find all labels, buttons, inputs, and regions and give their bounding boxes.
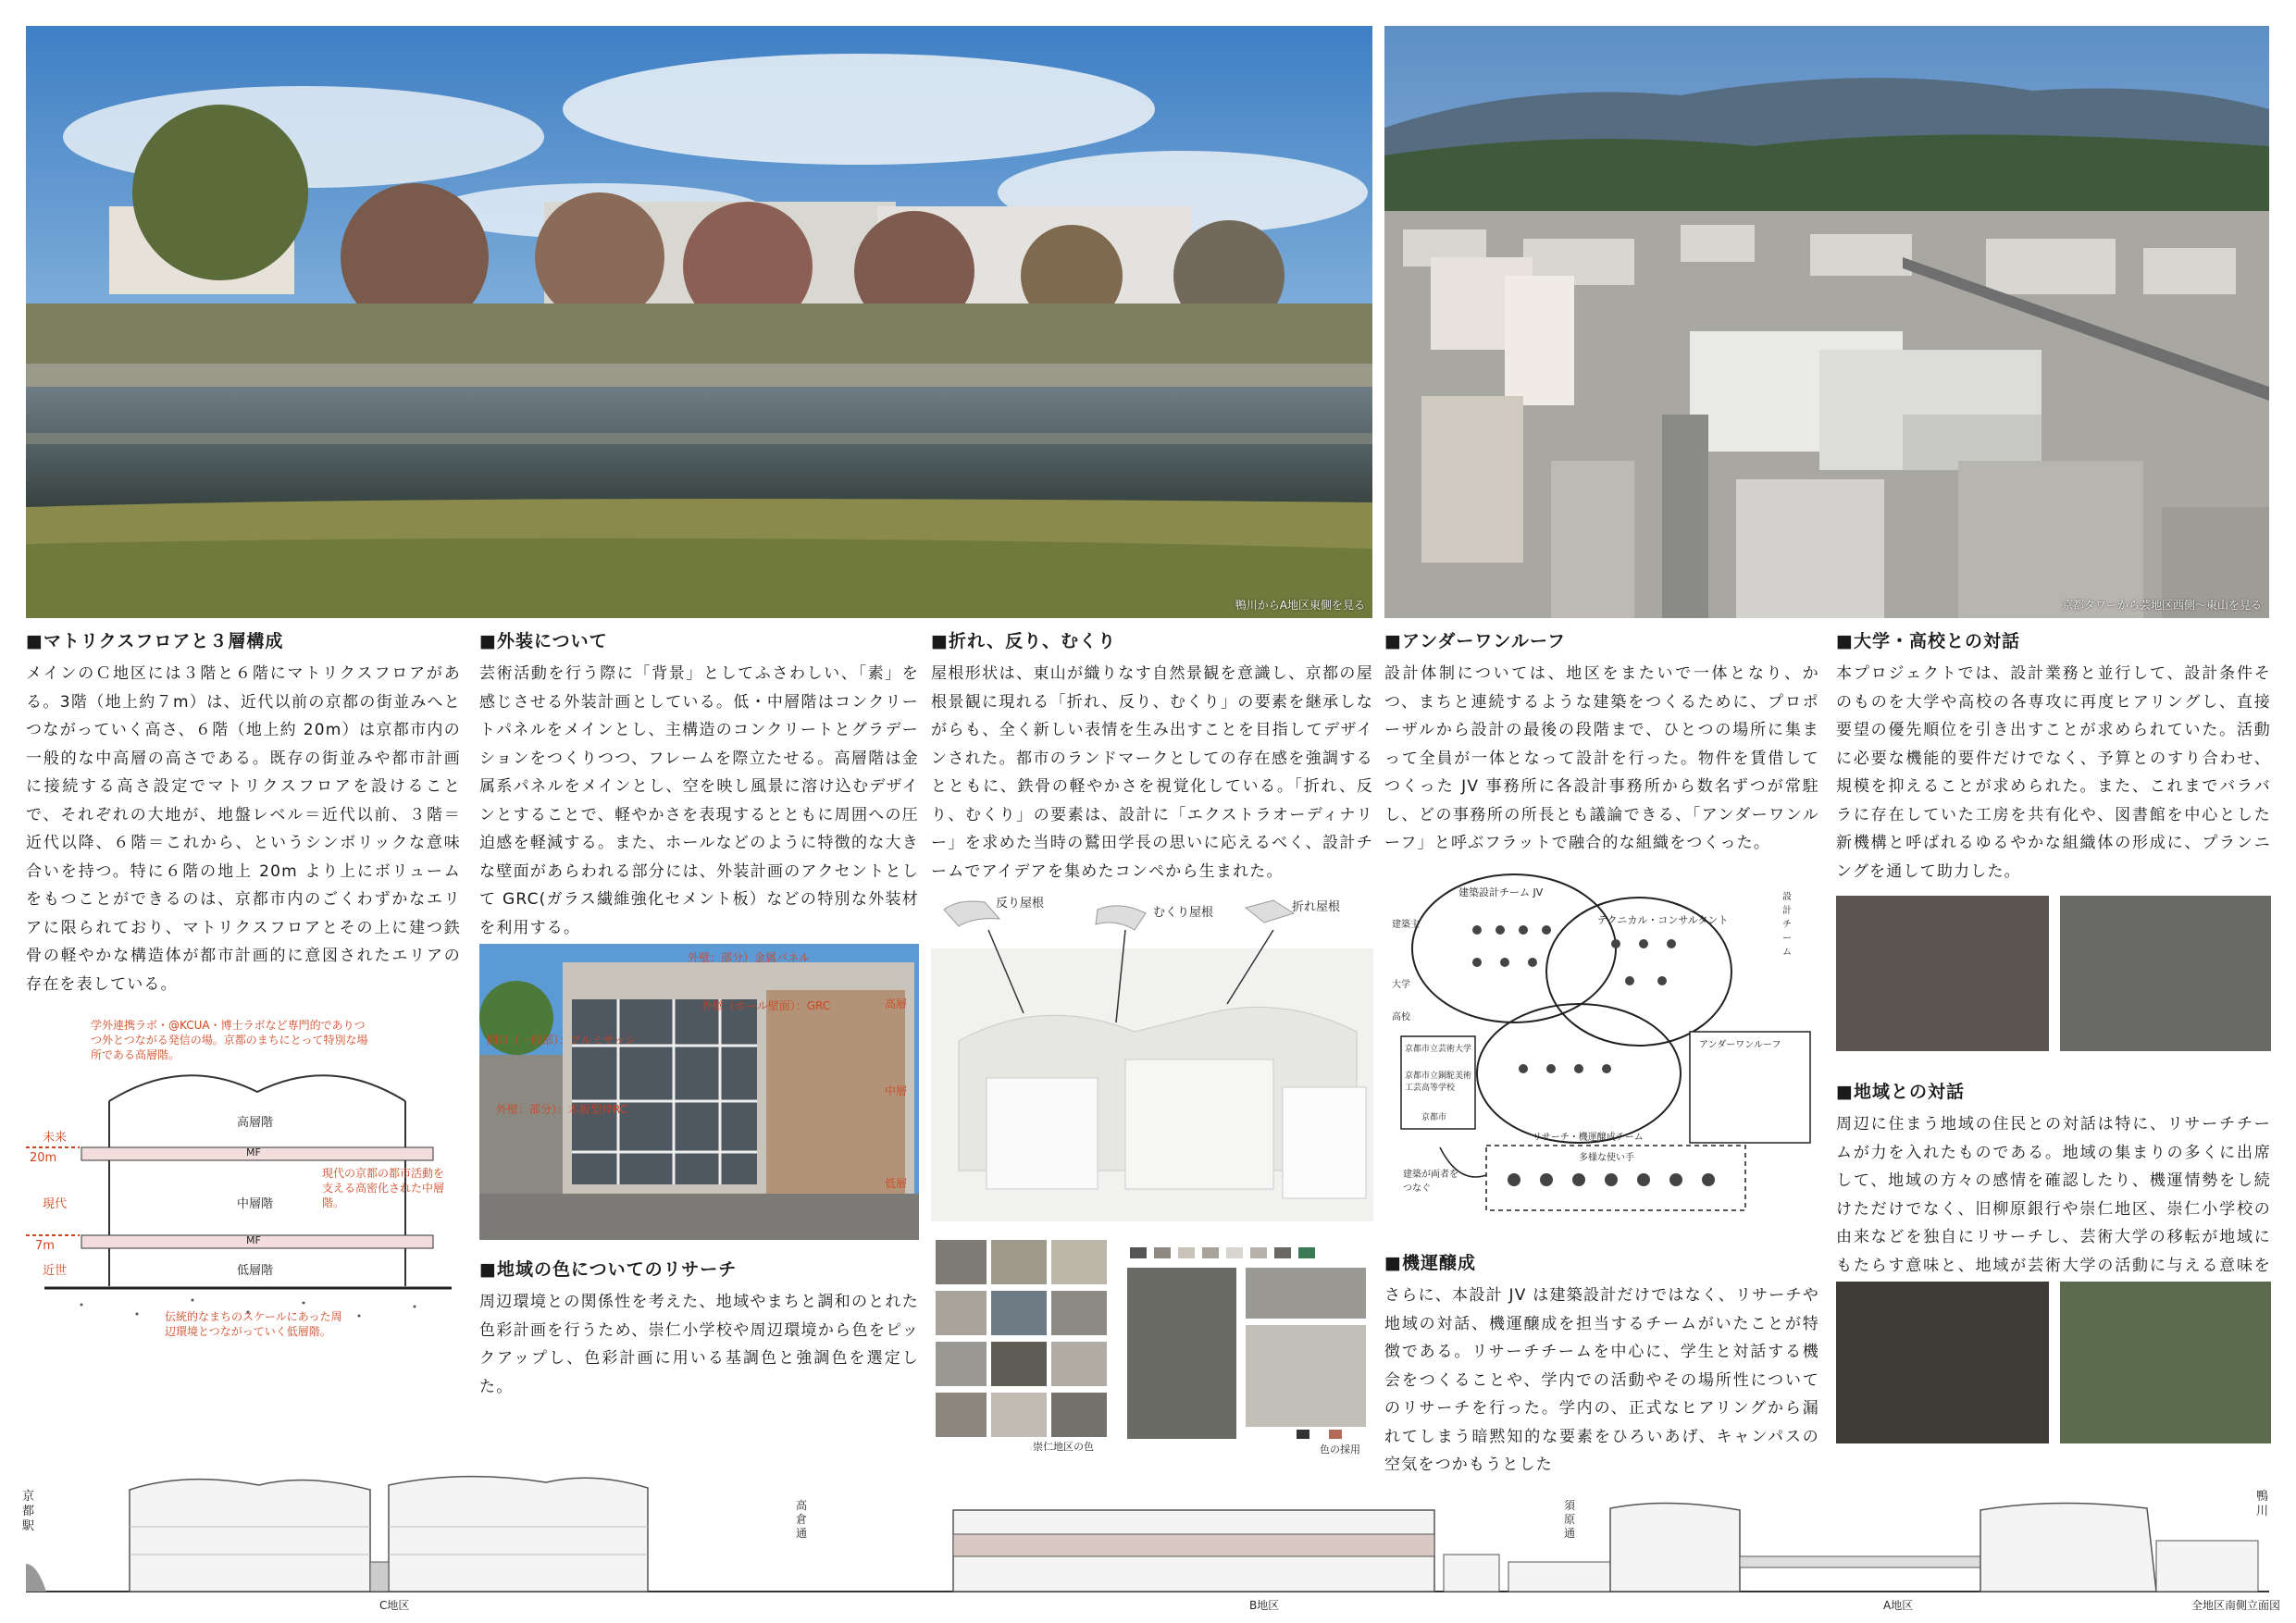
facade-label-low: 低層	[885, 1177, 908, 1190]
section-body: メインのＣ地区には３階と６階にマトリクスフロアがある。3階（地上約７m）は、近代以前の京都の街並みへとつながっていく高さ、６階（地上約 20m）は京都市内の一般的な中高層の高さである。既存の街並みや都市計画に接続する高さ設定でマトリクスフロアを設けることで、それぞれの大地が、地盤レベル＝近代以前、３階＝近代以降、６階＝これから、というシンボリックな意味合いを持つ。特に６階の地上 20m より上にボリュームをもつことができるのは、京都市内のごくわずかなエリアに限られており、マトリクスフロアとその上に建つ鉄骨の軽やかな構造体が都市計画的に意図されたエリアの存在を表している。	[26, 664, 461, 994]
south-elevation	[0, 1453, 2296, 1623]
org-jv: 建築設計チーム JV	[1458, 886, 1544, 898]
model-photo	[1246, 1268, 1366, 1319]
color-photo	[936, 1342, 987, 1386]
section-body: さらに、本設計 JV は建築設計だけではなく、リサーチや地域の対話、機運醸成を担当するチームがいたことが特徴である。リサーチチームを中心に、学生と対話する機会をつくることや、学内での活動やその場所性についてのリサーチを行った。学内の、正式なヒアリングから漏れてしまう暗黙知的な要素をひろいあげ、キャンパスの空気をつかもうとした	[1384, 1286, 1819, 1474]
org-client: 建築主	[1392, 920, 1420, 930]
city-photo	[1384, 26, 2269, 618]
community-photo	[2060, 1282, 2271, 1443]
facade-label-mid: 中層	[885, 1084, 908, 1097]
dialogue-photo	[2060, 896, 2271, 1051]
color-photo	[936, 1393, 987, 1437]
color-photo	[991, 1342, 1047, 1386]
section-body: 周辺に住まう地域の住民との対話は特に、リサーチチームが力を入れたものである。地域の集まりの多くに出席して、地域の方々の感情を確認したり、機運情勢をし続けただけでなく、旧柳原銀行や崇仁地区、崇仁小学校の由来などを独自にリサーチし、芸術大学の移転が地域にもたらす意味と、地域が芸術大学の活動に与える意味を	[1836, 1115, 2271, 1275]
facade-label-high: 高層	[885, 997, 908, 1010]
low-floor-note: 伝統的なまちのスケールにあった周辺環境とつながっていく低層階。	[165, 1310, 342, 1338]
era-past: 近世	[43, 1264, 68, 1278]
floor-low: 低層階	[237, 1264, 274, 1278]
color-photo	[991, 1291, 1047, 1335]
interior-photo	[1127, 1268, 1236, 1439]
section-matrix-floor	[26, 627, 461, 998]
matrix-floor-3: MF	[246, 1234, 261, 1246]
elev-title: 全地区南側立面図	[2191, 1599, 2281, 1612]
roof-diagram	[931, 893, 1373, 1221]
section-community-dialogue	[1836, 1078, 2271, 1308]
elev-c-area: C地区	[379, 1599, 410, 1612]
roof-label-sori: 反り屋根	[996, 897, 1045, 911]
color-photo	[1051, 1240, 1107, 1284]
facade-label-grc: 外壁（ホール壁面）：GRC	[701, 999, 831, 1012]
color-photo	[1051, 1393, 1107, 1437]
section-momentum	[1384, 1249, 1819, 1480]
height-20m: 20m	[30, 1151, 57, 1165]
org-hs: 京都市立銅駝美術工芸高等学校	[1405, 1072, 1472, 1093]
section-title: ■地域の色についてのリサーチ	[479, 1259, 738, 1280]
floor-high: 高層階	[237, 1116, 274, 1130]
color-photo	[936, 1291, 987, 1335]
matrix-floor-6: MF	[246, 1146, 261, 1158]
floor-mid: 中層階	[237, 1197, 274, 1211]
facade-label-rc: 外壁：部分）：木板型枠RC	[496, 1103, 628, 1116]
section-title: ■外装について	[479, 631, 608, 651]
color-photo	[1051, 1342, 1107, 1386]
section-title: ■折れ、反り、むくり	[931, 631, 1117, 651]
adopted-swatch	[1329, 1430, 1342, 1439]
model-photo	[1246, 1325, 1366, 1427]
section-facade	[479, 627, 919, 942]
org-univ: 京都市立芸術大学	[1405, 1045, 1472, 1054]
river-photo	[26, 26, 1372, 618]
section-body: 芸術活動を行う際に「背景」としてふさわしい、「素」を感じさせる外装計画としている。低・中層階はコンクリートパネルをメインとし、主構造のコンクリートとグラデーションをつくりつつ、フレームを際立たせる。高層階は金属系パネルをメインとし、空を映し風景に溶け込むデザインとすることで、軽やかさを表現するとともに周囲への圧迫感を軽減する。また、ホールなどのように特徴的な大きな壁面があらわれる部分には、外装計画のアクセントとして GRC(ガラス繊維強化セメント板）などの特別な外装材を利用する。	[479, 664, 919, 937]
org-univ-short: 大学	[1392, 980, 1410, 990]
section-title: ■機運醸成	[1384, 1253, 1476, 1273]
section-title: ■大学・高校との対話	[1836, 631, 2020, 651]
era-present: 現代	[43, 1197, 68, 1211]
section-body: 設計体制については、地区をまたいで一体となり、かつ、まちと連続するような建築をつくるために、プロポーザルから設計の最後の段階まで、ひとつの場所に集まって全員が一体となって設計を行った。物件を賃借してつくった JV 事務所に各設計事務所から数名ずつが常駐し、どの事務所の所長とも議論できる、「アンダーワンルーフ」と呼ぶフラットで融合的な組織をつくった。	[1384, 664, 1819, 852]
section-title: ■地域との対話	[1836, 1082, 1965, 1102]
elev-kamo: 鴨川	[2256, 1490, 2269, 1518]
org-users: 多様な使い手	[1579, 1153, 1634, 1163]
org-chart	[1384, 870, 1819, 1221]
section-body: 屋根形状は、東山が織りなす自然景観を意識し、京都の屋根景観に現れる「折れ、反り、むくり」の要素を継承しながらも、全く新しい表情を生み出すことを目指してデザインされた。都市のランドマークとしての存在感を強調するとともに、鉄骨の軽やかさを視覚化している。「折れ、反り、むくり」の要素は、設計に「エクストラオーディナリー」を求めた当時の鷲田学長の思いに応えるべく、設計チームでアイデアを集めたコンペから生まれた。	[931, 664, 1373, 881]
color-collage	[931, 1240, 1373, 1456]
dialogue-photo	[1836, 896, 2049, 1051]
org-design-team: 設計チーム	[1782, 892, 1792, 958]
org-connect: 建築が両者をつなぐ	[1403, 1170, 1458, 1194]
section-body: 周辺環境との関係性を考えた、地域やまちと調和のとれた色彩計画を行うため、崇仁小学校や周辺環境から色をピックアップし、色彩計画に用いる基調色と強調色を選定した。	[479, 1293, 919, 1396]
facade-photo	[479, 944, 919, 1240]
section-title: ■マトリクスフロアと３層構成	[26, 631, 284, 651]
elev-b-area: B地区	[1249, 1599, 1280, 1612]
section-body: 本プロジェクトでは、設計業務と並行して、設計条件そのものを大学や高校の各専攻に再度ヒアリングし、直接要望の優先順位を引き出すことが求められていた。活動に必要な機能的要件だけでなく、予算とのすり合わせ、規模を抑えることが求められた。また、これまでバラバラに存在していた工房を共有化や、図書館を中心とした新機構と呼ばれるゆるやかな組織体の形成に、プランニングを通して助力した。	[1836, 664, 2271, 881]
top-floor-note: 学外連携ラボ・@KCUA・博士ラボなど専門的でありつつ外とつながる発信の場。京都のまちにとって特別な場所である高層階。	[91, 1019, 368, 1061]
org-city: 京都市	[1421, 1113, 1447, 1122]
color-swatches	[1130, 1247, 1366, 1260]
adopted-swatch	[1297, 1430, 1309, 1439]
elev-a-area: A地区	[1883, 1599, 1914, 1612]
photo-caption: 鴨川からA地区東側を見る	[1235, 599, 1365, 612]
era-future: 未来	[43, 1131, 68, 1145]
color-photo	[1051, 1291, 1107, 1335]
facade-label-metal: 外壁：部分）金属パネル	[688, 951, 811, 964]
community-photo	[1836, 1282, 2049, 1443]
elev-suhara: 須原通	[1564, 1499, 1576, 1540]
roof-label-mukuri: むくり屋根	[1153, 906, 1214, 920]
section-color-research	[479, 1256, 919, 1401]
org-hs-short: 高校	[1392, 1012, 1410, 1022]
org-research: リサーチ・機運醸成チーム	[1533, 1133, 1644, 1143]
photo-caption: 京都タワーから芸地区西側〜東山を見る	[2061, 599, 2262, 612]
section-roof	[931, 627, 1373, 886]
roof-label-ore: 折れ屋根	[1292, 900, 1341, 914]
color-photo	[991, 1240, 1047, 1284]
color-photo	[991, 1393, 1047, 1437]
area-color-label: 崇仁地区の色	[1033, 1441, 1094, 1453]
elev-kyoto-station: 京都駅	[22, 1490, 35, 1533]
adopted-color-label: 色の採用	[1320, 1443, 1360, 1456]
org-tech: テクニカル・コンサルタント	[1597, 914, 1729, 926]
elev-takakura: 高倉通	[796, 1499, 808, 1540]
section-under-one-roof	[1384, 627, 1819, 858]
facade-label-sash: 開口（一般部）：アルミサッシ	[487, 1034, 637, 1047]
mid-floor-note: 現代の京都の都市活動を支える高密化された中層階。	[322, 1167, 445, 1209]
section-university-dialogue	[1836, 627, 2271, 886]
height-7m: 7m	[35, 1239, 55, 1253]
org-under-roof: アンダーワンルーフ	[1699, 1040, 1781, 1050]
section-diagram	[26, 1018, 461, 1360]
section-title: ■アンダーワンルーフ	[1384, 631, 1567, 651]
color-photo	[936, 1240, 987, 1284]
